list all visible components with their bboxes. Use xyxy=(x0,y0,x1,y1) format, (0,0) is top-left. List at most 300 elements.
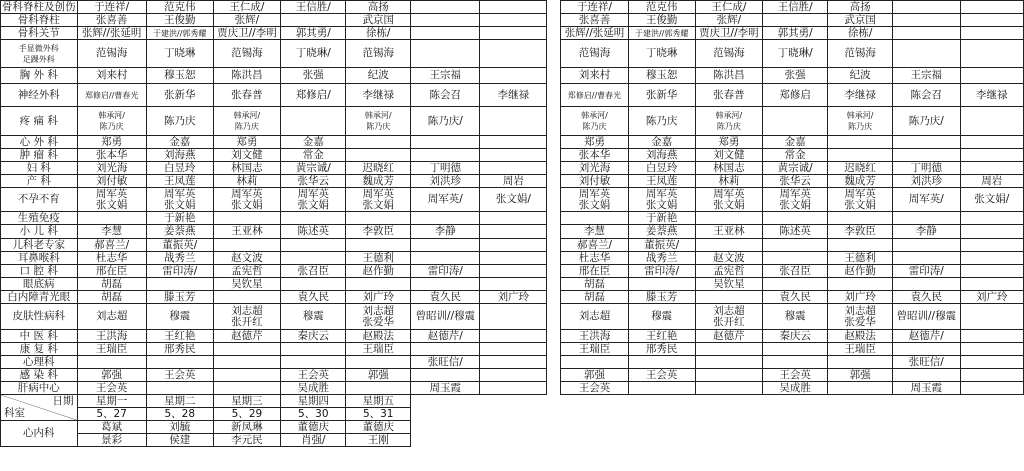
department-name: 口 腔 科 xyxy=(1,265,78,278)
doctor-cell xyxy=(146,278,213,291)
doctor-cell xyxy=(763,212,828,225)
doctor-cell xyxy=(346,149,411,162)
column-gap xyxy=(547,382,561,395)
table-row xyxy=(1,149,1024,162)
weekday-header: 星期三 xyxy=(213,395,280,408)
doctor-cell: 周玉霞 xyxy=(411,382,480,395)
doctor-cell: 范克伟 xyxy=(628,1,695,14)
doctor-cell xyxy=(960,239,1023,252)
doctor-cell: 徐栋/ xyxy=(346,27,411,40)
department-name: 皮肤性病科 xyxy=(1,304,78,330)
doctor-cell: 范锡海 xyxy=(213,40,280,68)
doctor-cell: 王信胜/ xyxy=(281,1,346,14)
doctor-cell xyxy=(960,149,1023,162)
doctor-cell xyxy=(960,225,1023,239)
doctor-cell: 陈述英 xyxy=(281,225,346,239)
doctor-cell xyxy=(281,252,346,265)
doctor-cell xyxy=(828,149,893,162)
table-row xyxy=(1,343,1024,356)
doctor-cell xyxy=(281,343,346,356)
doctor-cell: 秦庆云 xyxy=(281,330,346,343)
doctor-cell: 陈会召 xyxy=(893,84,960,107)
doctor-cell: 雷印涛/ xyxy=(146,265,213,278)
doctor-cell: 高扬 xyxy=(828,1,893,14)
doctor-cell xyxy=(480,107,547,136)
table-row xyxy=(1,84,1024,107)
doctor-cell xyxy=(893,14,960,27)
doctor-cell: 丁明德 xyxy=(411,162,480,175)
doctor-cell xyxy=(146,382,213,395)
doctor-cell: 李慧 xyxy=(561,225,628,239)
doctor-cell: 赵作勤 xyxy=(346,265,411,278)
doctor-cell: 袁久民 xyxy=(893,291,960,304)
doctor-cell xyxy=(763,343,828,356)
doctor-cell: 郭强 xyxy=(561,369,628,382)
doctor-cell xyxy=(695,369,762,382)
column-gap xyxy=(547,1,561,14)
column-gap xyxy=(547,107,561,136)
doctor-cell: 秦庆云 xyxy=(763,330,828,343)
doctor-cell xyxy=(960,136,1023,149)
empty-area xyxy=(411,434,1024,447)
table-row xyxy=(1,68,1024,84)
doctor-cell xyxy=(281,212,346,225)
doctor-cell: 李继禄 xyxy=(828,84,893,107)
department-name: 心理科 xyxy=(1,356,78,369)
doctor-cell xyxy=(480,212,547,225)
doctor-cell: 林国志 xyxy=(213,162,280,175)
column-gap xyxy=(547,68,561,84)
table-row xyxy=(1,162,1024,175)
doctor-cell: 侯建 xyxy=(146,434,213,447)
doctor-cell xyxy=(960,252,1023,265)
doctor-cell xyxy=(146,356,213,369)
doctor-cell: 曾昭训//穆震 xyxy=(411,304,480,330)
doctor-cell: 杜志华 xyxy=(561,252,628,265)
column-gap xyxy=(547,212,561,225)
doctor-cell: 孟宪哲 xyxy=(695,265,762,278)
doctor-cell: 刘文健 xyxy=(213,149,280,162)
doctor-cell xyxy=(346,278,411,291)
doctor-cell: 王会英 xyxy=(561,382,628,395)
doctor-cell: 张新华 xyxy=(628,84,695,107)
date-header: 5、27 xyxy=(77,408,146,421)
doctor-cell: 王俊勤 xyxy=(146,14,213,27)
doctor-cell: 刘志超 张爱华 xyxy=(346,304,411,330)
table-row xyxy=(1,212,1024,225)
doctor-cell: 刘付敏 xyxy=(561,175,628,188)
doctor-cell xyxy=(213,356,280,369)
doctor-cell: 周岩 xyxy=(960,175,1023,188)
doctor-cell xyxy=(480,265,547,278)
doctor-cell: 刘广玲 xyxy=(346,291,411,304)
doctor-cell xyxy=(480,14,547,27)
column-gap xyxy=(547,356,561,369)
doctor-cell xyxy=(893,27,960,40)
doctor-cell xyxy=(480,252,547,265)
table-row xyxy=(1,239,1024,252)
doctor-cell xyxy=(828,239,893,252)
table-row xyxy=(1,369,1024,382)
doctor-cell xyxy=(346,136,411,149)
doctor-cell: 周军英 张文娟 xyxy=(763,188,828,212)
doctor-cell xyxy=(828,382,893,395)
doctor-cell: 袁久民 xyxy=(411,291,480,304)
doctor-cell: 邢在臣 xyxy=(561,265,628,278)
doctor-cell: 郝喜兰/ xyxy=(561,239,628,252)
table-row xyxy=(1,278,1024,291)
doctor-cell: 于新艳 xyxy=(628,212,695,225)
doctor-cell: 刘志超 张开红 xyxy=(695,304,762,330)
doctor-cell: 陈述英 xyxy=(763,225,828,239)
doctor-cell xyxy=(695,382,762,395)
doctor-cell: 王瑞臣 xyxy=(828,343,893,356)
department-name: 肝病中心 xyxy=(1,382,78,395)
doctor-cell: 周军英 张文娟 xyxy=(695,188,762,212)
doctor-cell: 于新艳 xyxy=(146,212,213,225)
doctor-cell: 葛斌 xyxy=(77,421,146,434)
doctor-cell: 刘海燕 xyxy=(628,149,695,162)
doctor-cell xyxy=(281,278,346,291)
column-gap xyxy=(547,304,561,330)
column-gap xyxy=(547,40,561,68)
doctor-cell: 张本华 xyxy=(561,149,628,162)
doctor-cell: 林国志 xyxy=(695,162,762,175)
doctor-cell xyxy=(411,212,480,225)
doctor-cell xyxy=(281,14,346,27)
doctor-cell: 刘海燕 xyxy=(146,149,213,162)
doctor-cell: 吴成胜 xyxy=(281,382,346,395)
doctor-cell: 王会英 xyxy=(281,369,346,382)
doctor-cell: 张召臣 xyxy=(763,265,828,278)
table-row xyxy=(1,291,1024,304)
doctor-cell: 王会英 xyxy=(77,382,146,395)
doctor-cell: 穆玉恕 xyxy=(628,68,695,84)
doctor-cell xyxy=(960,304,1023,330)
doctor-cell: 张文娟/ xyxy=(960,188,1023,212)
doctor-cell xyxy=(828,136,893,149)
doctor-cell: 郑修启/ xyxy=(281,84,346,107)
doctor-cell: 董德庆 xyxy=(346,421,411,434)
doctor-cell: 周军英 张文娟 xyxy=(281,188,346,212)
doctor-cell: 张辉/ xyxy=(695,14,762,27)
doctor-cell xyxy=(763,14,828,27)
doctor-cell: 于建洪//郭秀耀 xyxy=(146,27,213,40)
doctor-cell: 雷印涛/ xyxy=(411,265,480,278)
doctor-cell xyxy=(893,212,960,225)
doctor-cell xyxy=(628,382,695,395)
doctor-cell: 郭其勇/ xyxy=(281,27,346,40)
doctor-cell: 张喜善 xyxy=(77,14,146,27)
doctor-cell xyxy=(960,1,1023,14)
department-name: 小 儿 科 xyxy=(1,225,78,239)
doctor-cell xyxy=(561,212,628,225)
column-gap xyxy=(547,14,561,27)
doctor-cell xyxy=(960,382,1023,395)
doctor-cell xyxy=(960,107,1023,136)
doctor-cell: 王瑞臣 xyxy=(77,343,146,356)
doctor-cell: 吴钦星 xyxy=(213,278,280,291)
doctor-cell xyxy=(213,343,280,356)
doctor-cell: 刘来村 xyxy=(561,68,628,84)
column-gap xyxy=(547,225,561,239)
doctor-cell: 赵文波 xyxy=(213,252,280,265)
department-name: 产 科 xyxy=(1,175,78,188)
doctor-cell: 刘毓 xyxy=(146,421,213,434)
doctor-cell xyxy=(480,278,547,291)
doctor-cell: 王瑞臣 xyxy=(561,343,628,356)
doctor-cell xyxy=(346,356,411,369)
doctor-cell: 郑修启//曹春光 xyxy=(77,84,146,107)
weekday-header: 星期一 xyxy=(77,395,146,408)
doctor-cell xyxy=(411,278,480,291)
column-gap xyxy=(547,369,561,382)
doctor-cell: 刘广玲 xyxy=(480,291,547,304)
doctor-cell xyxy=(411,27,480,40)
doctor-cell: 范克伟 xyxy=(146,1,213,14)
doctor-cell: 韩承河/ 陈乃庆 xyxy=(213,107,280,136)
doctor-cell xyxy=(411,149,480,162)
doctor-cell: 战秀兰 xyxy=(628,252,695,265)
doctor-cell xyxy=(346,212,411,225)
date-dept-corner xyxy=(1,395,78,421)
doctor-cell: 吴成胜 xyxy=(763,382,828,395)
doctor-cell: 王会英 xyxy=(763,369,828,382)
doctor-cell: 贾庆卫//李明 xyxy=(213,27,280,40)
column-gap xyxy=(547,136,561,149)
doctor-cell xyxy=(828,356,893,369)
doctor-cell xyxy=(213,239,280,252)
doctor-cell: 陈洪昌 xyxy=(213,68,280,84)
doctor-cell: 白昱玲 xyxy=(146,162,213,175)
doctor-cell: 李敦臣 xyxy=(828,225,893,239)
doctor-cell xyxy=(411,1,480,14)
doctor-cell: 邢在臣 xyxy=(77,265,146,278)
doctor-cell: 孟宪哲 xyxy=(213,265,280,278)
doctor-cell: 张喜善 xyxy=(561,14,628,27)
doctor-cell: 刘志超 张爱华 xyxy=(828,304,893,330)
table-row xyxy=(1,188,1024,212)
doctor-cell xyxy=(411,136,480,149)
doctor-cell xyxy=(77,356,146,369)
doctor-cell: 滕玉芳 xyxy=(628,291,695,304)
doctor-cell xyxy=(960,356,1023,369)
doctor-cell: 陈乃庆/ xyxy=(893,107,960,136)
doctor-cell: 赵德芹/ xyxy=(411,330,480,343)
table-row xyxy=(1,40,1024,68)
doctor-cell: 韩承河/ 陈乃庆 xyxy=(561,107,628,136)
doctor-cell: 雷印涛/ xyxy=(628,265,695,278)
doctor-cell: 新凤琳 xyxy=(213,421,280,434)
doctor-cell: 迟晓红 xyxy=(828,162,893,175)
doctor-cell: 刘志超 张开红 xyxy=(213,304,280,330)
department-name: 手显微外科 足踝外科 xyxy=(1,40,78,68)
date-header: 5、29 xyxy=(213,408,280,421)
doctor-cell: 周岩 xyxy=(480,175,547,188)
doctor-cell xyxy=(480,239,547,252)
doctor-cell: 周军英/ xyxy=(411,188,480,212)
empty-area xyxy=(411,408,1024,421)
table-row xyxy=(1,434,1024,447)
doctor-cell xyxy=(828,212,893,225)
table-row xyxy=(1,175,1024,188)
doctor-cell xyxy=(480,356,547,369)
doctor-cell: 刘志超 xyxy=(77,304,146,330)
doctor-cell xyxy=(763,107,828,136)
doctor-cell xyxy=(893,239,960,252)
column-gap xyxy=(547,149,561,162)
column-gap xyxy=(547,175,561,188)
doctor-cell: 刘光海 xyxy=(77,162,146,175)
corner-dept-label: 科室 xyxy=(4,407,25,419)
doctor-cell xyxy=(695,239,762,252)
department-name: 眼底病 xyxy=(1,278,78,291)
doctor-cell: 胡磊 xyxy=(561,291,628,304)
doctor-cell: 王仁成/ xyxy=(213,1,280,14)
doctor-cell: 穆震 xyxy=(763,304,828,330)
doctor-cell: 王凤莲 xyxy=(146,175,213,188)
doctor-cell: 赵作勤 xyxy=(828,265,893,278)
doctor-cell: 姜萘燕 xyxy=(628,225,695,239)
department-name: 心内科 xyxy=(1,421,78,447)
doctor-cell: 金嘉 xyxy=(281,136,346,149)
doctor-cell: 林莉 xyxy=(213,175,280,188)
doctor-cell xyxy=(893,40,960,68)
doctor-cell xyxy=(960,14,1023,27)
doctor-cell: 周军英 张文娟 xyxy=(628,188,695,212)
doctor-cell: 郑修启 xyxy=(763,84,828,107)
doctor-cell xyxy=(893,136,960,149)
doctor-cell xyxy=(411,252,480,265)
footer-days-row xyxy=(1,395,1024,408)
column-gap xyxy=(547,343,561,356)
doctor-cell xyxy=(213,382,280,395)
doctor-cell: 张新华 xyxy=(146,84,213,107)
doctor-cell: 穆震 xyxy=(628,304,695,330)
doctor-cell: 吴钦星 xyxy=(695,278,762,291)
doctor-cell: 范锡海 xyxy=(695,40,762,68)
doctor-cell: 刘洪珍 xyxy=(411,175,480,188)
doctor-cell: 曾昭训//穆震 xyxy=(893,304,960,330)
doctor-cell: 刘志超 xyxy=(561,304,628,330)
doctor-cell xyxy=(213,369,280,382)
department-name: 骨科脊柱 xyxy=(1,14,78,27)
doctor-cell xyxy=(960,68,1023,84)
doctor-cell: 张华云 xyxy=(763,175,828,188)
doctor-cell xyxy=(960,212,1023,225)
doctor-cell xyxy=(480,149,547,162)
doctor-cell: 雷印涛/ xyxy=(893,265,960,278)
doctor-cell: 穆震 xyxy=(146,304,213,330)
doctor-cell: 王宗福 xyxy=(893,68,960,84)
doctor-cell: 李静 xyxy=(411,225,480,239)
doctor-cell: 李慧 xyxy=(77,225,146,239)
weekday-header: 星期五 xyxy=(346,395,411,408)
doctor-cell: 张文娟/ xyxy=(480,188,547,212)
table-row xyxy=(1,356,1024,369)
table-row xyxy=(1,136,1024,149)
doctor-cell: 景彩 xyxy=(77,434,146,447)
doctor-cell xyxy=(480,225,547,239)
table-row xyxy=(1,304,1024,330)
doctor-cell: 丁晓琳 xyxy=(628,40,695,68)
department-name: 儿科老专家 xyxy=(1,239,78,252)
doctor-cell: 魏成芳 xyxy=(346,175,411,188)
department-name: 康 复 科 xyxy=(1,343,78,356)
department-name: 不孕不育 xyxy=(1,188,78,212)
doctor-cell: 刘广玲 xyxy=(828,291,893,304)
doctor-cell: 王会英 xyxy=(146,369,213,382)
doctor-cell xyxy=(346,239,411,252)
doctor-cell xyxy=(828,278,893,291)
doctor-cell: 于连祥/ xyxy=(561,1,628,14)
doctor-cell: 张旺信/ xyxy=(411,356,480,369)
table-row xyxy=(1,265,1024,278)
doctor-cell: 陈会召 xyxy=(411,84,480,107)
corner-date-label: 日期 xyxy=(52,395,74,407)
doctor-cell: 周玉霞 xyxy=(893,382,960,395)
doctor-cell: 王会英 xyxy=(628,369,695,382)
doctor-cell xyxy=(893,278,960,291)
doctor-cell xyxy=(281,107,346,136)
doctor-cell: 韩承河/ 陈乃庆 xyxy=(346,107,411,136)
doctor-cell xyxy=(281,239,346,252)
doctor-cell: 迟晓红 xyxy=(346,162,411,175)
doctor-cell: 李元民 xyxy=(213,434,280,447)
doctor-cell: 金嘉 xyxy=(628,136,695,149)
doctor-cell: 李继禄 xyxy=(480,84,547,107)
department-name: 疼 痛 科 xyxy=(1,107,78,136)
doctor-cell xyxy=(411,343,480,356)
doctor-cell: 郭强 xyxy=(346,369,411,382)
table-row xyxy=(1,252,1024,265)
doctor-cell: 郑勇 xyxy=(695,136,762,149)
doctor-cell: 王亚林 xyxy=(695,225,762,239)
doctor-cell: 范锡海 xyxy=(346,40,411,68)
weekday-header: 星期四 xyxy=(281,395,346,408)
doctor-cell: 范锡海 xyxy=(561,40,628,68)
doctor-cell: 武京国 xyxy=(346,14,411,27)
doctor-cell: 黄宗诚/ xyxy=(763,162,828,175)
doctor-cell xyxy=(480,27,547,40)
table-row xyxy=(1,1,1024,14)
doctor-cell: 周军英 张文娟 xyxy=(828,188,893,212)
doctor-cell: 肖强/ xyxy=(281,434,346,447)
doctor-cell: 李静 xyxy=(893,225,960,239)
doctor-cell: 纪波 xyxy=(828,68,893,84)
department-name: 肿 瘤 科 xyxy=(1,149,78,162)
doctor-cell xyxy=(346,382,411,395)
doctor-cell: 周军英 张文娟 xyxy=(561,188,628,212)
doctor-cell: 董振英/ xyxy=(628,239,695,252)
doctor-cell: 刘来村 xyxy=(77,68,146,84)
doctor-cell: 王德利 xyxy=(828,252,893,265)
doctor-cell: 张旺信/ xyxy=(893,356,960,369)
doctor-cell: 张春普 xyxy=(213,84,280,107)
doctor-cell xyxy=(480,40,547,68)
footer-dates-row xyxy=(1,408,1024,421)
doctor-cell: 滕玉芳 xyxy=(146,291,213,304)
doctor-cell xyxy=(893,369,960,382)
doctor-cell: 陈乃庆/ xyxy=(411,107,480,136)
column-gap xyxy=(547,162,561,175)
doctor-cell: 张强 xyxy=(281,68,346,84)
doctor-cell: 周军英 张文娟 xyxy=(77,188,146,212)
doctor-cell xyxy=(763,356,828,369)
doctor-cell xyxy=(411,40,480,68)
doctor-cell xyxy=(695,291,762,304)
department-name: 骨科关节 xyxy=(1,27,78,40)
